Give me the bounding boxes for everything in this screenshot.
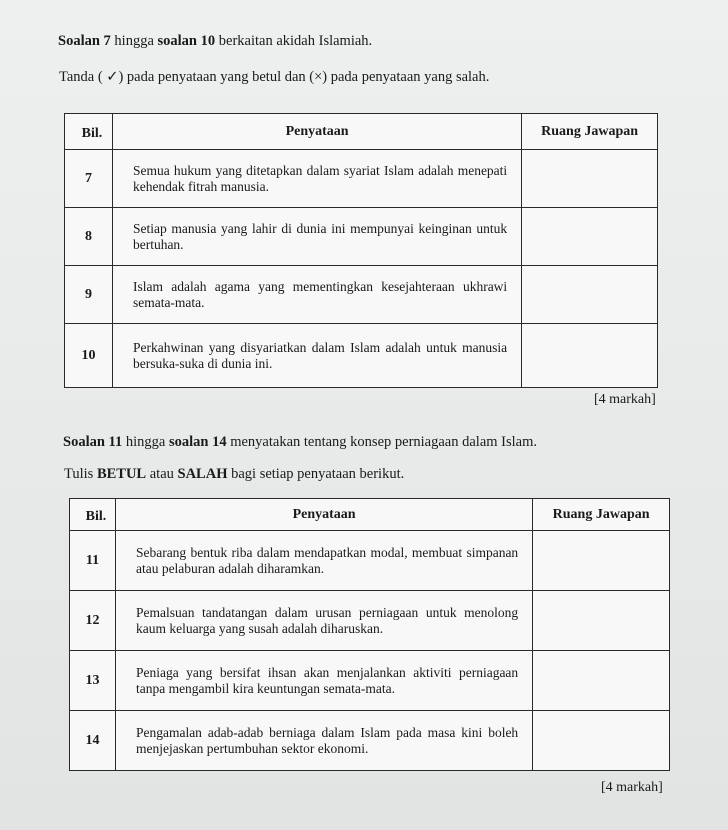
row-number: 11 xyxy=(70,531,116,591)
table-row xyxy=(70,651,670,711)
instruction-q7-10 xyxy=(58,33,372,50)
answer-cell[interactable] xyxy=(533,711,670,771)
answer-cell[interactable] xyxy=(522,208,658,266)
statement-text: Pengamalan adab-adab berniaga dalam Islam pada masa kini boleh menjejaskan pertumbuhan sektor ekonomi. xyxy=(115,711,532,771)
col-header-ruang-jawapan: Ruang Jawapan xyxy=(533,499,670,531)
option-salah: SALAH xyxy=(177,466,228,482)
row-number: 10 xyxy=(65,324,113,388)
statement-text: Setiap manusia yang lahir di dunia ini mempunyai keinginan untuk bertuhan. xyxy=(112,208,521,266)
instruction-suffix: bagi setiap penyataan berikut. xyxy=(227,466,405,482)
answer-cell[interactable] xyxy=(533,591,670,651)
q-range-mid: hingga xyxy=(110,33,158,49)
q-range-topic: menyatakan tentang konsep perniagaan dalam Islam. xyxy=(226,434,538,450)
q-range-end: soalan 10 xyxy=(157,33,216,49)
q-range-start: Soalan 11 xyxy=(63,434,123,450)
statement-text: Pemalsuan tandatangan dalam urusan perniagaan untuk menolong kaum keluarga yang susah adalah diharuskan. xyxy=(115,591,532,651)
col-header-ruang-jawapan: Ruang Jawapan xyxy=(522,114,658,150)
col-header-bil: Bil. xyxy=(65,114,113,150)
instruction-prefix: Tulis xyxy=(64,466,97,482)
answer-cell[interactable] xyxy=(522,324,658,388)
answer-cell[interactable] xyxy=(522,266,658,324)
instruction-q11-14 xyxy=(63,434,537,451)
option-betul: BETUL xyxy=(96,466,147,482)
q-range-topic: berkaitan akidah Islamiah. xyxy=(215,33,373,49)
akidah-table xyxy=(64,113,658,388)
instruction-tick-cross: Tanda ( ✓) pada penyataan yang betul dan (×) pada penyataan yang salah. xyxy=(59,69,490,85)
statement-text: Peniaga yang bersifat ihsan akan menjalankan aktiviti perniagaan tanpa mengambil kira keuntungan semata-mata. xyxy=(115,651,532,711)
instruction-mid: atau xyxy=(146,466,178,482)
answer-cell[interactable] xyxy=(533,531,670,591)
col-header-bil: Bil. xyxy=(70,499,116,531)
statement-text: Perkahwinan yang disyariatkan dalam Islam adalah untuk manusia bersuka-suka di dunia ini. xyxy=(112,324,521,388)
table-row xyxy=(65,324,658,388)
row-number: 8 xyxy=(65,208,113,266)
col-header-penyataan: Penyataan xyxy=(112,114,521,150)
row-number: 14 xyxy=(70,711,116,771)
answer-cell[interactable] xyxy=(522,150,658,208)
q-range-start: Soalan 7 xyxy=(58,33,111,49)
table-row xyxy=(65,266,658,324)
answer-cell[interactable] xyxy=(533,651,670,711)
q-range-mid: hingga xyxy=(122,434,169,450)
row-number: 9 xyxy=(65,266,113,324)
table-row xyxy=(70,531,670,591)
row-number: 12 xyxy=(70,591,116,651)
q-range-end: soalan 14 xyxy=(168,434,227,450)
table-row xyxy=(65,208,658,266)
table-row xyxy=(70,591,670,651)
statement-text: Semua hukum yang ditetapkan dalam syariat Islam adalah menepati kehendak fitrah manusia. xyxy=(112,150,521,208)
marks-label: [4 markah] xyxy=(594,392,656,407)
perniagaan-table xyxy=(69,498,670,771)
table-row xyxy=(70,711,670,771)
row-number: 7 xyxy=(65,150,113,208)
row-number: 13 xyxy=(70,651,116,711)
statement-text: Islam adalah agama yang mementingkan kesejahteraan ukhrawi semata-mata. xyxy=(112,266,521,324)
statement-text: Sebarang bentuk riba dalam mendapatkan modal, membuat simpanan atau pelaburan adalah diharamkan. xyxy=(115,531,532,591)
col-header-penyataan: Penyataan xyxy=(115,499,532,531)
instruction-betul-salah xyxy=(64,466,404,483)
marks-label: [4 markah] xyxy=(601,780,663,795)
table-row xyxy=(65,150,658,208)
